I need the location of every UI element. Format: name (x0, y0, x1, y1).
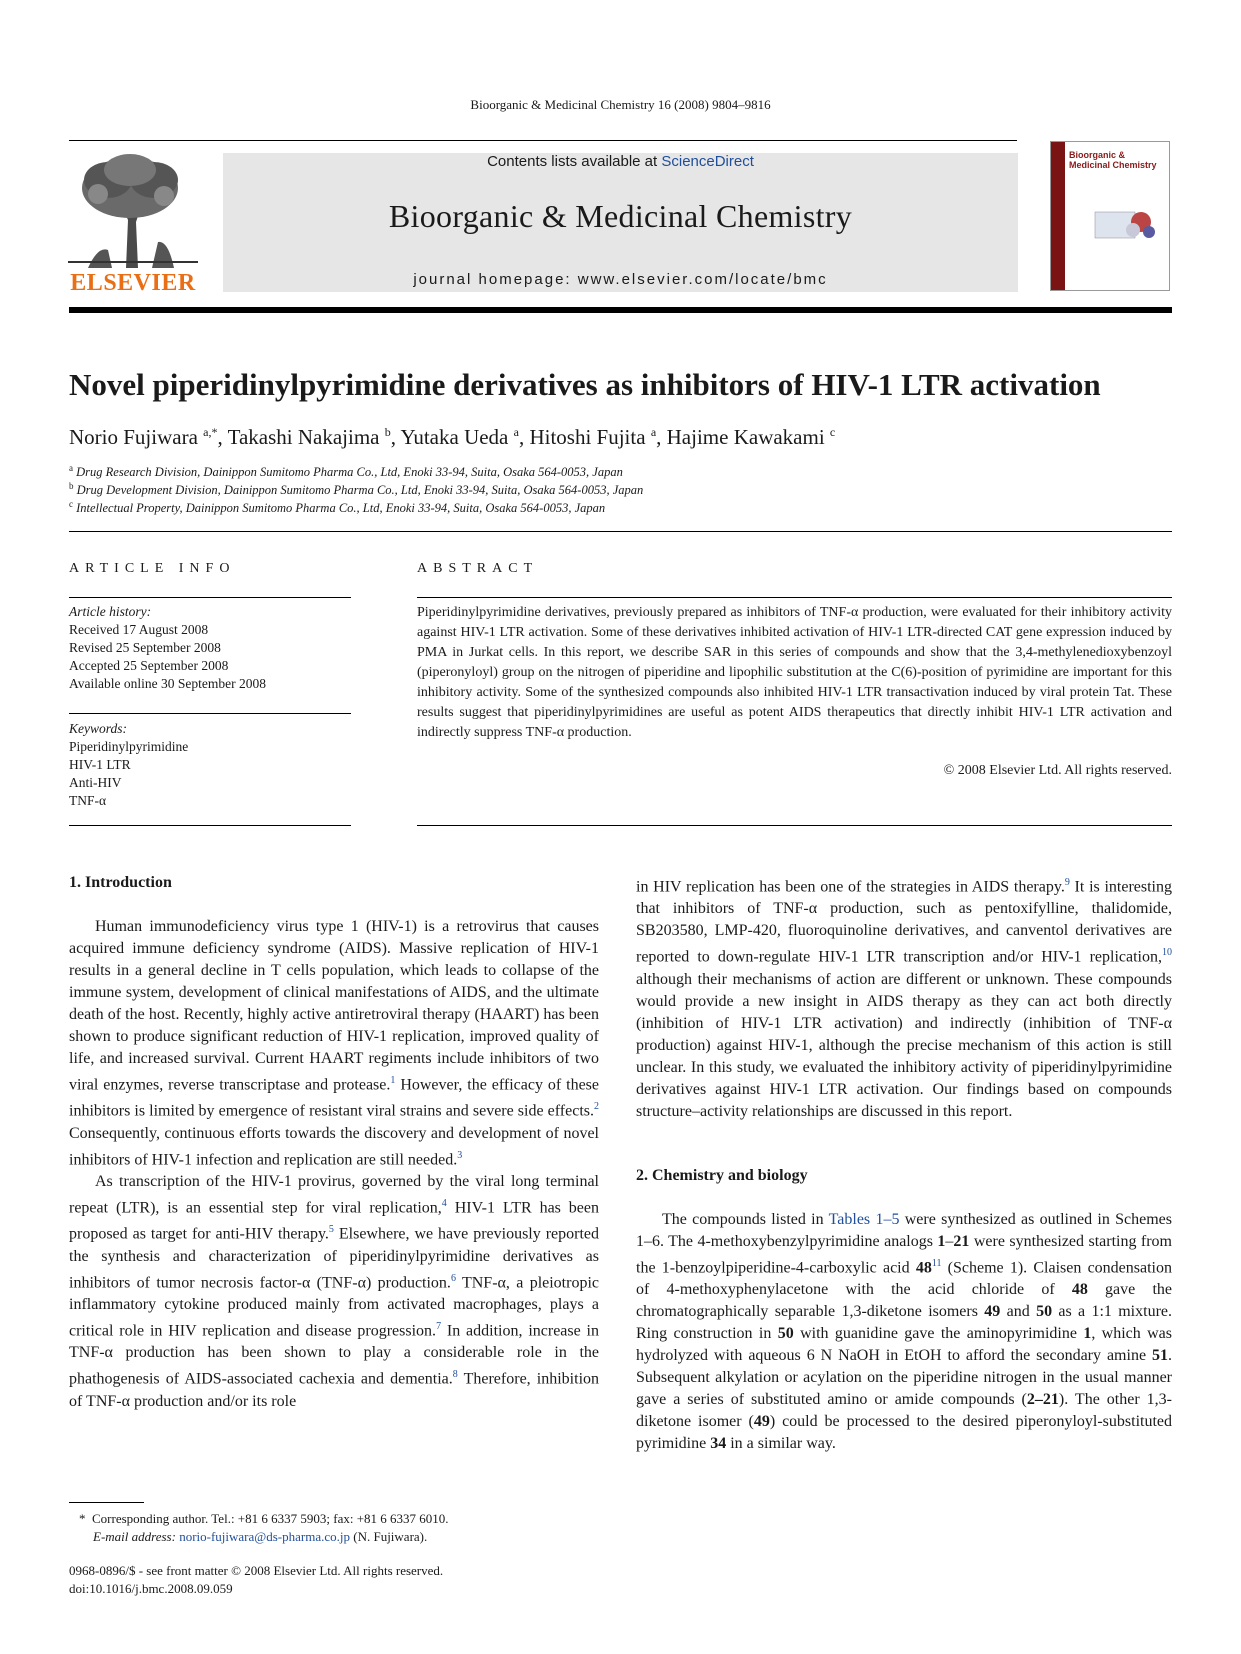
reference-link[interactable]: 5 (328, 1224, 334, 1236)
author[interactable]: Yutaka Ueda $^a$ (400, 425, 519, 449)
reference-link[interactable]: 11 (931, 1257, 942, 1269)
author[interactable]: Norio Fujiwara $^{a,*}$ (69, 425, 218, 449)
affiliations-rule (69, 531, 1172, 532)
author-list: Norio Fujiwara $^{a,*}$, Takashi Nakajima $^b$, Yutaka Ueda $^a$, Hitoshi Fujita $^a$, Hajime Kawakami $^c$ (69, 425, 836, 449)
reference-link[interactable]: 1 (390, 1075, 396, 1086)
elsevier-tree-logo (68, 150, 198, 268)
front-matter (69, 1562, 629, 1598)
journal-homepage[interactable]: journal homepage: www.elsevier.com/locate/bmc (413, 271, 828, 288)
abstract-heading: ABSTRACT (417, 561, 539, 576)
intro-paragraph-3: in HIV replication has been one of the strategies in AIDS therapy.$^9$ It is interesting that inhibitors of TNF-α production, such as pentoxifylline, thalidomide, SB203580, LMP-420, fluoroquinoline derivatives, and canventol derivatives are reported to down-regulate HIV-1 LTR transcription and/or HIV-1 replication,$^{10}$ although their mechanisms of action are different or unknown. These compounds would provide a new insight in AIDS therapy as they can act both directly (inhibition of HIV-1 LTR activation) and indirectly (inhibition of TNF-α production) against HIV-1, although the precise mechanism of this action is still unclear. In this study, we evaluated the inhibitory activity of piperidinylpyrimidine derivatives against HIV-1 LTR activation. Our findings based on compounds structure–activity relationships are discussed in this report. (636, 877, 1173, 1120)
reference-link[interactable]: 2 (594, 1101, 599, 1113)
keyword: TNF-α (69, 793, 107, 808)
corresponding-footnote: * Corresponding author. Tel.: +81 6 6337 5903; fax: +81 6 6337 6010. E-mail address: norio-fujiwara@ds-pharma.co.jp (N. Fujiwara). (79, 1511, 449, 1544)
article-title: Novel piperidinylpyrimidine derivatives as inhibitors of HIV-1 LTR activation (69, 367, 1101, 402)
abstract-bottom-rule (417, 825, 1172, 826)
sciencedirect-link[interactable]: ScienceDirect (661, 153, 754, 170)
compound-number: 1 (937, 1232, 946, 1250)
compound-number: 34 (710, 1434, 727, 1452)
abstract-rule (417, 597, 1172, 598)
reference-link[interactable]: 6 (450, 1272, 456, 1284)
article-history: Article history: Received 17 August 2008 Revised 25 September 2008 Accepted 25 September 2008 Available online 30 September 2008 (69, 604, 266, 691)
compound-number: 51 (1152, 1346, 1168, 1364)
journal-citation: Bioorganic & Medicinal Chemistry 16 (2008) 9804–9816 (470, 97, 771, 112)
journal-cover-thumbnail[interactable] (1050, 141, 1170, 291)
compound-number: 1 (1083, 1324, 1092, 1342)
compound-number: 48 (915, 1258, 932, 1276)
compound-number: 50 (777, 1324, 794, 1342)
author[interactable]: Takashi Nakajima $^b$ (227, 425, 391, 449)
compound-number: 49 (984, 1302, 1001, 1320)
article-info-rule (69, 597, 351, 598)
contents-prefix: Contents lists available at (487, 153, 662, 170)
header-thick-rule (69, 307, 1172, 313)
compound-number: 49 (753, 1412, 770, 1430)
intro-paragraph-1: Human immunodeficiency virus type 1 (HIV-1) is a retrovirus that causes acquired immune deficiency syndrome (AIDS). Massive replication of HIV-1 results in a general decline in T cells population, which leads to collapse of the immune system, development of clinical manifestations of AIDS, and the ultimate death of the host. Recently, highly active antiretroviral therapy (HAART) has been shown to produce significant reduction of HIV-1 replication, improved quality of life, and increased survival. Current HAART regiments include inhibitors of two viral enzymes, reverse transcriptase and protease.$^1$ However, the efficacy of these inhibitors is limited by emergence of resistant viral strains and severe side effects.$^2$ Consequently, continuous efforts towards the discovery and development of novel inhibitors of HIV-1 infection and replication are still needed.$^3$ (69, 918, 600, 1168)
author[interactable]: Hitoshi Fujita $^a$ (529, 425, 657, 449)
chemistry-paragraph-1: The compounds listed in Tables 1–5 were synthesized as outlined in Schemes 1–6. The 4-methoxybenzylpyrimidine analogs 1–21 were synthesized starting from the 1-benzoylpiperidine-4-carboxylic acid 48$^{11}$ (Scheme 1). Claisen condensation of 4-methoxyphenylacetone with the acid chloride of 48 gave the chromatographically separable 1,3-diketone isomers 49 and 50 as a 1:1 mixture. Ring construction in 50 with guanidine gave the aminopyrimidine 1, which was hydrolyzed with aqueous 6 N NaOH in EtOH to afford the secondary amine 51. Subsequent alkylation or acylation on the piperidine nitrogen in the usual manner gave a series of substituted amino or amide compounds (2–21). The other 1,3-diketone isomer (49) could be processed to the desired piperonyloyl-substituted pyrimidine 34 in a similar way. (636, 1210, 1173, 1452)
footnote-rule (69, 1502, 144, 1503)
keyword: HIV-1 LTR (69, 757, 131, 772)
compound-number: 2–21 (1026, 1390, 1059, 1408)
journal-name: Bioorganic & Medicinal Chemistry (388, 198, 853, 234)
issn-line: 0968-0896/$ - see front matter © 2008 Elsevier Ltd. All rights reserved. (69, 1563, 444, 1578)
reference-link[interactable]: 7 (436, 1320, 442, 1332)
history-received: Received 17 August 2008 (69, 622, 209, 637)
history-rule (69, 713, 351, 714)
history-accepted: Accepted 25 September 2008 (69, 658, 229, 673)
reference-link[interactable]: 3 (457, 1149, 463, 1161)
article-info-heading: ARTICLE INFO (69, 561, 236, 576)
reference-link[interactable]: 10 (1162, 947, 1172, 959)
table-link[interactable]: Tables 1–5 (828, 1210, 900, 1228)
history-online: Available online 30 September 2008 (69, 676, 266, 691)
section-heading-chemistry: 2. Chemistry and biology (636, 1166, 808, 1184)
compound-number: 48 (1071, 1280, 1088, 1298)
keyword: Anti-HIV (69, 775, 122, 790)
keywords: Keywords: Piperidinylpyrimidine HIV-1 LTR Anti-HIV TNF-α (69, 721, 189, 808)
abstract-text: Piperidinylpyrimidine derivatives, previously prepared as inhibitors of TNF-α production, were evaluated for their inhibitory activity against HIV-1 LTR activation. Some of these derivatives inhibited activation of HIV-1 LTR-directed CAT gene expression induced by PMA in Jurkat cells. In this report, we describe SAR in this series of compounds and show that the 3,4-methylenedioxybenzoyl (piperonyloyl) group on the nitrogen of piperidine and lipophilic substitution at the C(6)-position of pyrimidine are important for this inhibitory activity. Some of the synthesized compounds also inhibited HIV-1 LTR transactivation induced by viral protein Tat. These results suggest that piperidinylpyrimidines are useful as potent AIDS therapeutics that directly inhibit HIV-1 LTR activation and indirectly suppress TNF-α production. (417, 605, 1172, 740)
affiliation: $^a$ Drug Research Division, Dainippon Sumitomo Pharma Co., Ltd, Enoki 33-94, Suita, Osaka 564-0053, Japan (69, 463, 623, 480)
affiliation: $^b$ Drug Development Division, Dainippon Sumitomo Pharma Co., Ltd, Enoki 33-94, Suita, Osaka 564-0053, Japan (69, 481, 644, 498)
reference-link[interactable]: 4 (441, 1197, 447, 1209)
compound-number: 21 (953, 1232, 970, 1250)
author-email-link[interactable]: norio-fujiwara@ds-pharma.co.jp (179, 1529, 350, 1544)
keywords-rule (69, 825, 351, 826)
section-heading-introduction: 1. Introduction (69, 874, 172, 891)
reference-link[interactable]: 9 (1064, 877, 1070, 888)
intro-paragraph-2: As transcription of the HIV-1 provirus, governed by the viral long terminal repeat (LTR), is an essential step for viral replication,$^4$ HIV-1 LTR has been proposed as target for anti-HIV therapy.$^5$ Elsewhere, we have previously reported the synthesis and characterization of piperidinylpyrimidine derivatives as inhibitors of tumor necrosis factor-α (TNF-α) production.$^6$ TNF-α, a pleiotropic inflammatory cytokine produced mainly from activated macrophages, plays a critical role in HIV replication and disease progression.$^7$ In addition, increase in TNF-α production has been shown to play a considerable role in the phathogenesis of AIDS-associated cachexia and dementia.$^8$ Therefore, inhibition of TNF-α production and/or its role (69, 1172, 600, 1410)
history-revised: Revised 25 September 2008 (69, 640, 221, 655)
cover-spine (1051, 142, 1065, 290)
right-column (636, 872, 1172, 1455)
left-column (69, 872, 599, 1413)
compound-number: 50 (1036, 1302, 1053, 1320)
header-rule (69, 140, 1017, 141)
doi-line[interactable]: doi:10.1016/j.bmc.2008.09.059 (69, 1581, 233, 1596)
contents-line (223, 153, 1018, 170)
affiliation: $^c$ Intellectual Property, Dainippon Sumitomo Pharma Co., Ltd, Enoki 33-94, Suita, Osaka 564-0053, Japan (69, 499, 606, 516)
author[interactable]: Hajime Kawakami $^c$ (666, 425, 836, 449)
reference-link[interactable]: 8 (452, 1369, 458, 1381)
abstract-copyright: © 2008 Elsevier Ltd. All rights reserved. (943, 763, 1172, 778)
cover-artwork (1093, 204, 1159, 244)
cover-title: Bioorganic & Medicinal Chemistry (1069, 150, 1157, 170)
elsevier-wordmark[interactable]: ELSEVIER (70, 270, 196, 296)
keyword: Piperidinylpyrimidine (69, 739, 189, 754)
